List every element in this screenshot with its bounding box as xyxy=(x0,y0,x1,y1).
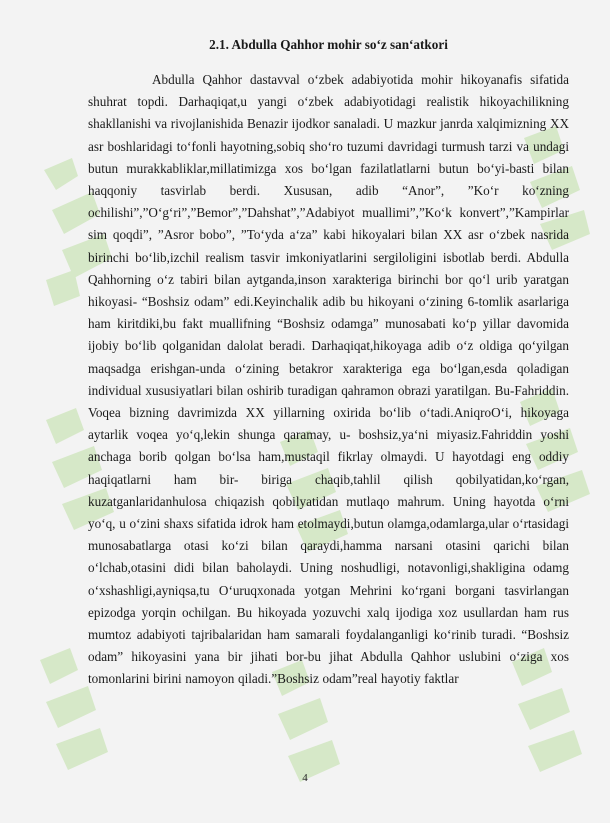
body-paragraph: Abdulla Qahhor dastavval o‘zbek adabiyotida mohir hikoyanafis sifatida shuhrat topdi. Darhaqiqat,u yangi o‘zbek adabiyotidagi realistik hikoyachilikning shakllanishi va rivojlanishida Benazir ijodkor sanaladi. U mazkur janrda xalqimizning XX asr boshlaridagi to‘fonli hayotning,sobiq sho‘ro tuzumi davridagi turmush tarzi va undagi butun murakkabliklar,millatimizga xos bo‘lgan fazilatlatlarni butun bo‘yi-basti bilan haqqoniy tasvirlab berdi. Xususan, adib “Anor”, ”Ko‘r ko‘zning ochilishi”,”O‘g‘ri”,”Bemor”,”Dahshat”,”Adabiyot muallimi”,”Ko‘k konvert”,”Kampirlar sim qoqdi”, ”Asror bobo”, ”To‘yda a‘za” kabi hikoyalari bilan XX asr o‘zbek nasrida birinchi bo‘lib,izchil realism tasvir imkoniyatlarini sergiloligini isbotlab berdi. Abdulla Qahhorning o‘z tabiri bilan aytganda,inson xarakteriga birinchi bor qo‘l urib yaratgan hikoyasi- “Boshsiz odam” edi.Keyinchalik adib bu hikoyani o‘zining 6-tomlik asarlariga ham kiritdiki,bu fakt muallifning “Boshsiz odamga” munosabati ko‘p yillar davomida ijobiy bo‘lib qolganidan dalolat beradi. Darhaqiqat,hikoyaga adib o‘z oldiga qo‘yilgan maqsadga erishgan-unda o‘zining betakror xarakteriga ega bo‘lgan,esda qoladigan individual xususiyatlari bilan oshirib turadigan qahramon obrazi yaratilgan. Bu-Fahriddin. Voqea bizning davrimizda XX yillarning oxirida bo‘lib o‘tadi.AniqroO‘i, hikoyaga aytarlik voqea yo‘q,lekin shunga qaramay, u- boshsiz,ya‘ni miyasiz.Fahriddin yoshi anchaga borib qolgan bo‘lsa ham,mustaqil fikrlay olmaydi. U hayotdagi eng oddiy haqiqatlarni ham bir- biriga chaqib,tahlil qilish qobilyatidan,ko‘rgan, kuzatganlaridanhulosa chiqazish qobilyatidan mutlaqo mahrum. Uning hayotda o‘rni yo‘q, u o‘zini shaxs sifatida idrok ham etolmaydi,butun olamga,odamlarga,ular o‘rtasidagi munosabatlarga otasi ko‘zi bilan qaraydi,hamma narsani otasini qarichi bilan o‘lchab,otasini didi bilan baholaydi. Uning noshudligi, notavonligi,shakligina odamg o‘xshashligi,ayniqsa,tu O‘uruqxonada yotgan Mehrini ko‘rgani borgani tasvirlangan epizodga yorqin ochilgan. Bu hikoyada yozuvchi xalq ijodiga xoz usullardan ham rus mumtoz adabiyoti tajribalaridan ham samarali foydalanganligi ko‘rinib turadi. “Boshsiz odam” hikoyasini yana bir jihati bor-bu jihat Abdulla Qahhor uslubini o‘ziga xos tomonlarini birini namoyon qiladi.”Boshsiz odam”real hayotiy faktlar xyxy=(88,72,569,687)
section-title: 2.1. Abdulla Qahhor mohir so‘z san‘atkori xyxy=(209,37,448,52)
page-number: 4 xyxy=(302,772,308,784)
document-content xyxy=(88,36,569,691)
